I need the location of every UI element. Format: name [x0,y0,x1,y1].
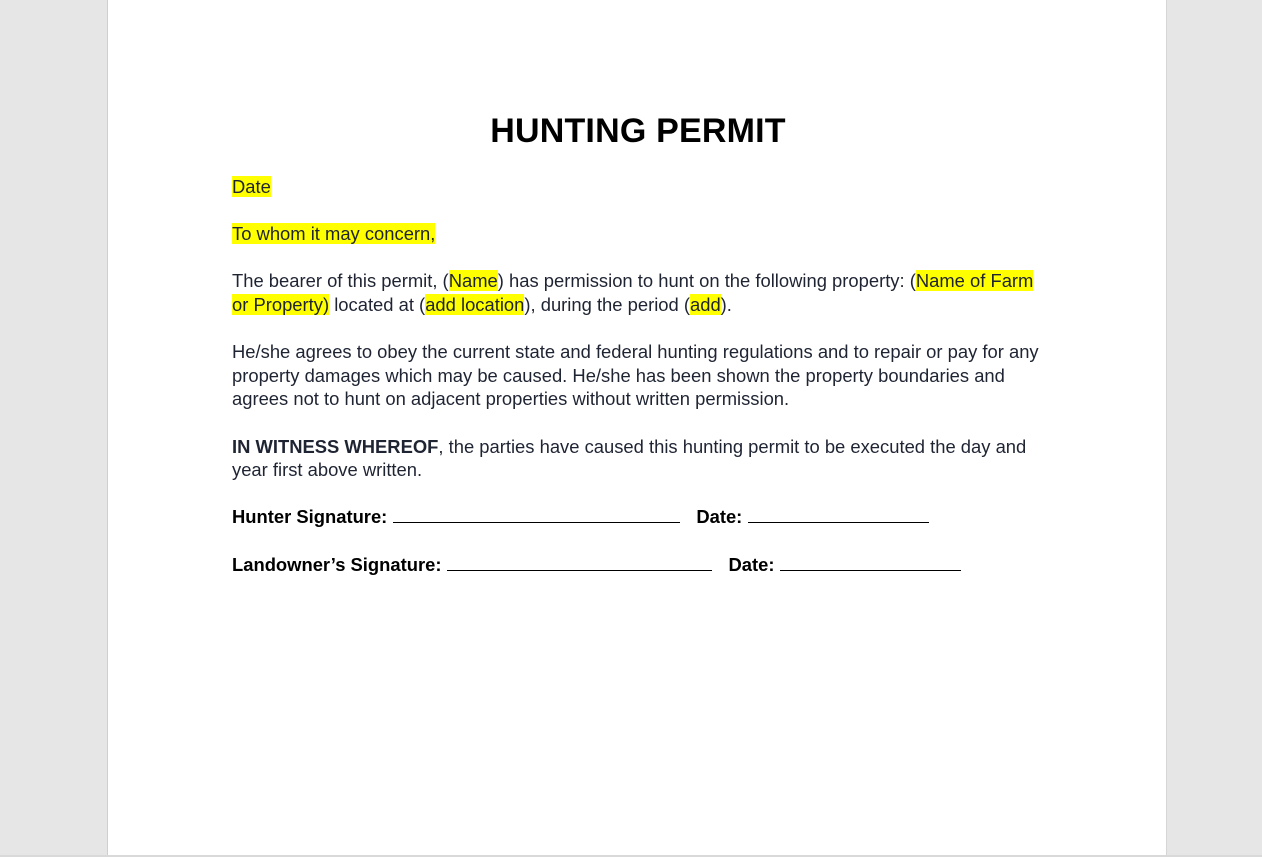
property-field[interactable]: Name of Farm or Property) [232,270,1034,315]
paragraph-text: ) has permission to hunt on the following property: ( [497,270,916,292]
hunter-signature-row [232,505,1052,529]
period-field[interactable]: add [689,293,721,315]
date-placeholder[interactable]: Date [232,176,271,197]
hunter-signature-line[interactable] [393,505,680,523]
landowner-signature-row [232,553,1052,577]
document-title: HUNTING PERMIT [490,112,786,150]
witness-paragraph [232,435,1052,482]
date-line [232,175,1052,199]
landowner-date-label: Date: [728,553,775,575]
hunter-signature-label: Hunter Signature: [232,506,388,528]
paragraph-text: located at ( [329,293,426,315]
location-field[interactable]: add location [425,293,525,315]
landowner-signature-line[interactable] [447,553,712,571]
name-field[interactable]: Name [448,270,498,292]
paragraph-text: ). [720,293,732,315]
salutation [232,222,1052,246]
landowner-signature-label: Landowner’s Signature: [232,553,442,575]
hunter-date-label: Date: [696,506,743,528]
paragraph-text: ), during the period ( [524,293,690,315]
paragraph-text: The bearer of this permit, ( [232,270,449,292]
landowner-date-line[interactable] [780,553,961,571]
document-body [232,175,1052,600]
obligations-paragraph: He/she agrees to obey the current state and federal hunting regulations and to repair or pay for any property damages which may be caused. He/she has been shown the property boundaries and agrees not to hunt on adjacent properties without written permission. [232,341,1039,410]
witness-text: , the parties have caused this hunting permit to be executed the day and year first above written. [232,435,1027,481]
salutation-text[interactable]: To whom it may concern, [232,223,436,245]
document-page [107,0,1167,856]
hunter-date-line[interactable] [748,505,929,523]
permission-paragraph [232,269,1052,316]
witness-lead: IN WITNESS WHEREOF [232,435,439,457]
